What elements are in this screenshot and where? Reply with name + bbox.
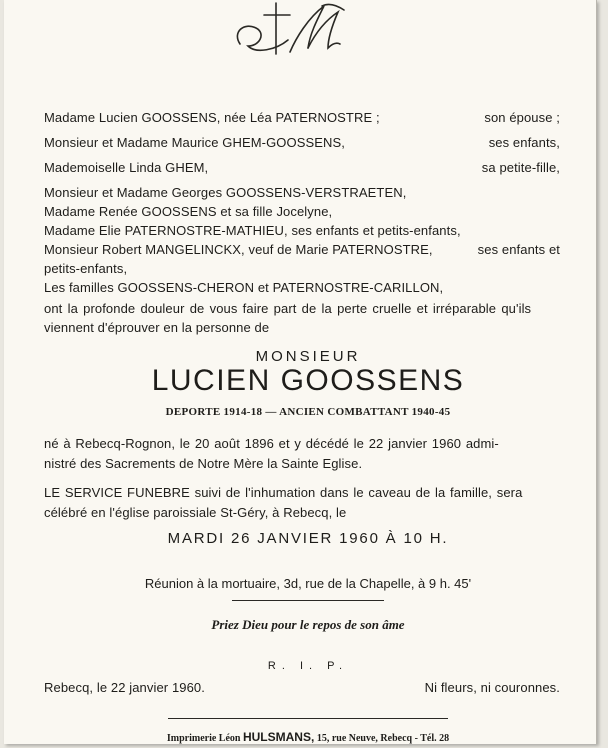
family-line-2: Monsieur et Madame Maurice GHEM-GOOSSENS, <box>44 135 346 150</box>
cross-monogram-icon <box>226 0 356 62</box>
family-line-5: Madame Renée GOOSSENS et sa fille Jocelyne, <box>44 204 333 219</box>
family-line-6: Madame Elie PATERNOSTRE-MATHIEU, ses enfants et petits-enfants, <box>44 223 461 238</box>
deceased-honorific: MONSIEUR <box>255 348 361 365</box>
printer-imprint <box>4 730 608 744</box>
family-line-4: Monsieur et Madame Georges GOOSSENS-VERSTRAETEN, <box>44 185 407 200</box>
footer-rule <box>168 718 448 719</box>
family-role-2: ses enfants, <box>488 135 560 150</box>
announcement-line-2: viennent d'éprouver en la personne de <box>44 320 270 335</box>
printer-prefix: Imprimerie Léon <box>166 733 241 744</box>
family-role-1: son épouse ; <box>484 110 560 125</box>
no-flowers-note: Ni fleurs, ni couronnes. <box>424 680 560 695</box>
family-line-7: Monsieur Robert MANGELINCKX, veuf de Marie PATERNOSTRE, <box>44 242 433 257</box>
announcement-line-1: ont la profonde douleur de vous faire part de la perte cruelle et irréparable qu'ils <box>44 301 532 316</box>
biography-line-2: nistré des Sacrements de Notre Mère la Sainte Eglise. <box>44 456 363 471</box>
funeral-card <box>4 0 597 744</box>
prayer-line: Priez Dieu pour le repos de son âme <box>211 617 405 632</box>
printer-address: 15, rue Neuve, Rebecq - Tél. 28 <box>316 733 450 744</box>
family-line-3: Mademoiselle Linda GHEM, <box>44 160 209 175</box>
reunion-info: Réunion à la mortuaire, 3d, rue de la Chapelle, à 9 h. 45' <box>144 576 472 591</box>
family-role-3: sa petite-fille, <box>481 160 560 175</box>
deceased-name: LUCIEN GOOSSENS <box>151 364 465 397</box>
service-datetime: MARDI 26 JANVIER 1960 À 10 H. <box>167 530 449 547</box>
family-line-9: Les familles GOOSSENS-CHERON et PATERNOSTRE-CARILLON, <box>44 280 444 295</box>
divider-rule <box>232 600 384 601</box>
place-date: Rebecq, le 22 janvier 1960. <box>44 680 205 695</box>
service-line-1: LE SERVICE FUNEBRE suivi de l'inhumation dans le caveau de la famille, sera <box>44 485 523 500</box>
family-line-8: petits-enfants, <box>44 261 128 276</box>
family-line-1: Madame Lucien GOOSSENS, née Léa PATERNOSTRE ; <box>44 110 380 125</box>
service-line-2: célébré en l'église paroissiale St-Géry, à Rebecq, le <box>44 505 347 520</box>
biography-line-1: né à Rebecq-Rognon, le 20 août 1896 et y décédé le 22 janvier 1960 admi- <box>44 436 499 451</box>
rip-text: R. I. P. <box>267 660 349 672</box>
printer-name: HULSMANS, <box>242 730 315 744</box>
deceased-subtitle: DEPORTE 1914-18 — ANCIEN COMBATTANT 1940-45 <box>165 406 451 418</box>
family-role-7: ses enfants et <box>477 242 560 257</box>
